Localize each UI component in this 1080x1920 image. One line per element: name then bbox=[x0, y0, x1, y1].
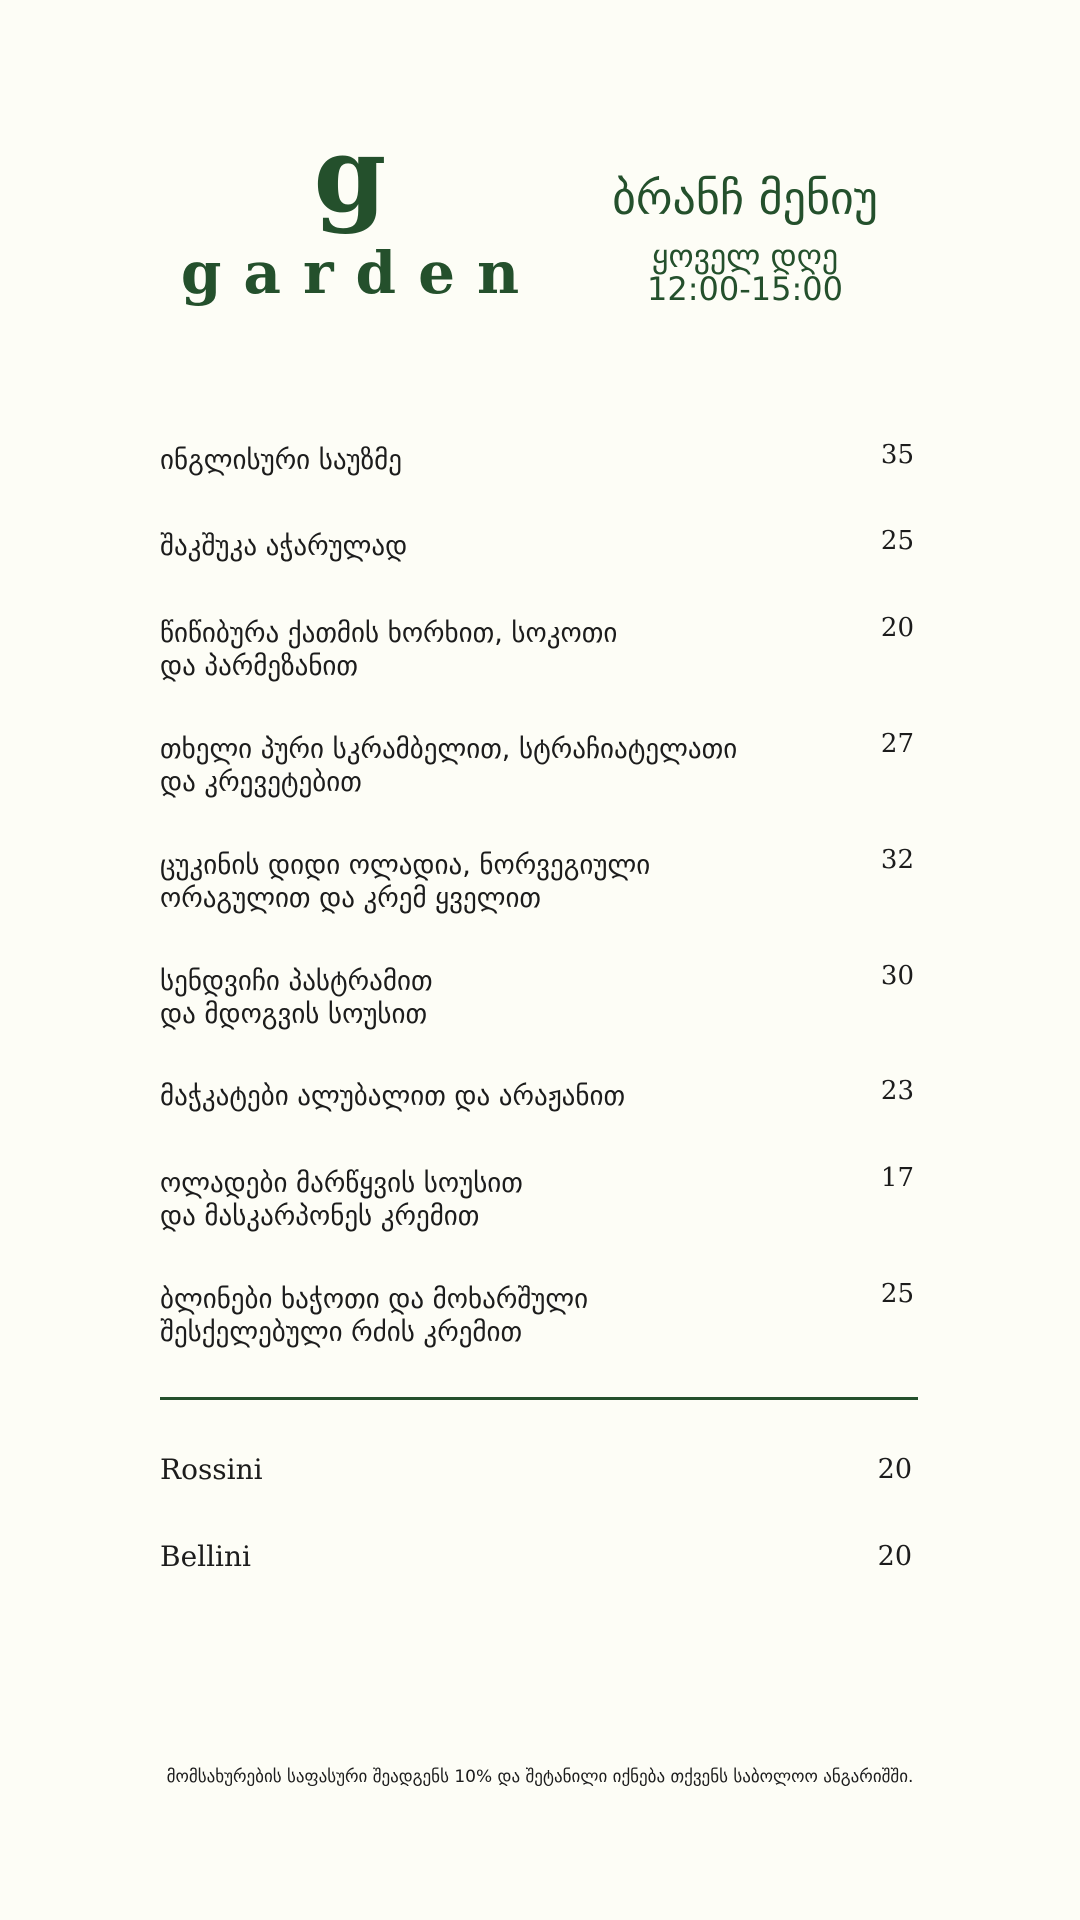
menu-item-name-line: თხელი პური სკრამბელით, სტრაჩიატელათი bbox=[160, 734, 738, 765]
menu-item-name-line: ცუკინის დიდი ოლადია, ნორვეგიული bbox=[160, 850, 651, 881]
menu-item-price: 35 bbox=[880, 440, 914, 470]
menu-item-name-line: ბლინები ხაჭოთი და მოხარშული bbox=[160, 1284, 589, 1315]
drink-item-name: Rossini bbox=[160, 1453, 263, 1486]
menu-item-name-line: ოლადები მარწყვის სოუსით bbox=[160, 1168, 523, 1199]
menu-item-name-line: სენდვიჩი პასტრამით bbox=[160, 966, 433, 997]
menu-item bbox=[160, 613, 918, 683]
menu-item-price: 17 bbox=[880, 1163, 914, 1193]
menu-item-price: 30 bbox=[880, 961, 914, 991]
service-charge-note: მომსახურების საფასური შეადგენს 10% და შეტანილი იქნება თქვენს საბოლოო ანგარიშში. bbox=[166, 1767, 914, 1787]
menu-item bbox=[160, 526, 918, 563]
menu-item-name-line: ინგლისური საუზმე bbox=[160, 445, 402, 476]
menu-item-price: 32 bbox=[880, 845, 914, 875]
menu-item-name-line: შაკშუკა აჭარულად bbox=[160, 531, 408, 562]
menu-item-name-line: და კრევეტებით bbox=[160, 767, 362, 798]
menu-hours: 12:00-15:00 bbox=[647, 270, 843, 308]
brunch-header bbox=[560, 168, 930, 306]
menu-item bbox=[160, 1163, 918, 1233]
menu-item bbox=[160, 440, 918, 477]
menu-item-name-line: და მდოგვის სოუსით bbox=[160, 999, 428, 1030]
drink-item-price: 20 bbox=[877, 1454, 912, 1485]
menu-item-name bbox=[160, 444, 402, 477]
section-divider bbox=[160, 1397, 918, 1400]
menu-item-name bbox=[160, 1283, 588, 1349]
drink-item-price: 20 bbox=[877, 1541, 912, 1572]
menu-item-price: 27 bbox=[880, 729, 914, 759]
restaurant-logo bbox=[150, 113, 550, 308]
menu-item-name-line: წიწიბურა ქათმის ხორხით, სოკოთი bbox=[160, 618, 618, 649]
garden-logo-mark: g bbox=[313, 113, 387, 236]
menu-item-price: 25 bbox=[880, 1279, 914, 1309]
menu-item-name-line: შესქელებული რძის კრემით bbox=[160, 1317, 523, 1348]
drink-item bbox=[160, 1540, 918, 1574]
menu-days: ყოველ დღე bbox=[651, 237, 839, 275]
menu-item-name-line: ორაგულით და კრემ ყველით bbox=[160, 883, 542, 914]
menu-item bbox=[160, 961, 918, 1031]
menu-title: ბრანჩ მენიუ bbox=[612, 171, 878, 225]
menu-item-price: 25 bbox=[880, 526, 914, 556]
menu-item-name bbox=[160, 530, 407, 563]
menu-item-name bbox=[160, 965, 433, 1031]
drink-item-name: Bellini bbox=[160, 1540, 251, 1573]
menu-item bbox=[160, 1279, 918, 1349]
menu-item bbox=[160, 845, 918, 915]
menu-item bbox=[160, 1076, 918, 1113]
menu-item-name-line: და პარმეზანით bbox=[160, 651, 359, 682]
menu-item-name bbox=[160, 733, 737, 799]
drink-item bbox=[160, 1453, 918, 1487]
garden-wordmark: garden bbox=[180, 239, 542, 307]
menu-item-name bbox=[160, 1167, 523, 1233]
menu-item-name-line: და მასკარპონეს კრემით bbox=[160, 1201, 480, 1232]
menu-item-price: 20 bbox=[880, 613, 914, 643]
menu-item-name bbox=[160, 1080, 625, 1113]
menu-item-name-line: მაჭკატები ალუბალით და არაჟანით bbox=[160, 1081, 626, 1112]
menu-item-price: 23 bbox=[880, 1076, 914, 1106]
menu-item-name bbox=[160, 849, 650, 915]
menu-item-name bbox=[160, 617, 617, 683]
menu-item bbox=[160, 729, 918, 799]
